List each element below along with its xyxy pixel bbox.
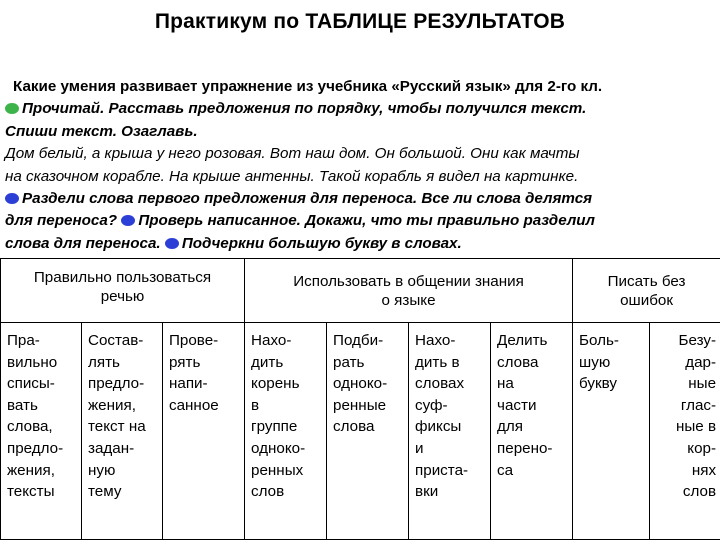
cell-line: дить xyxy=(251,353,284,371)
cell-line: фиксы xyxy=(415,418,462,436)
cell-line: приста- xyxy=(415,461,469,479)
cell-line: для xyxy=(497,418,523,436)
blue-bullet-icon xyxy=(5,193,19,204)
header-row xyxy=(1,259,720,323)
header-write-correctly: Писать без ошибок xyxy=(573,259,720,323)
header-language-knowledge: Использовать в общении знания о языке xyxy=(245,259,573,323)
cell-line: Нахо- xyxy=(415,332,456,349)
cell-line: ные xyxy=(688,375,717,393)
cell-line: Боль- xyxy=(579,332,619,349)
table-cell xyxy=(1,323,82,540)
cell-line: слов xyxy=(682,483,717,501)
question-line: Какие умения развивает упражнение из учебника «Русский язык» для 2-го кл. xyxy=(13,78,603,95)
task-2-line-3: слова для переноса. Подчеркни большую букву в словах. xyxy=(5,234,462,252)
cell-line: рать xyxy=(333,353,365,371)
cell-line: в xyxy=(251,396,260,414)
cell-line: Состав- xyxy=(88,332,144,349)
cell-line: текст на xyxy=(88,418,146,436)
table-cell xyxy=(327,323,409,540)
cell-line: списы- xyxy=(7,375,55,393)
cell-line: и xyxy=(415,439,424,457)
cell-line: задан- xyxy=(88,439,135,457)
table-cell xyxy=(245,323,327,540)
cell-line: тему xyxy=(88,483,122,501)
cell-line: одноко- xyxy=(251,439,306,457)
cell-line: вать xyxy=(7,396,38,414)
cell-line: жения, xyxy=(7,461,55,479)
skills-row xyxy=(1,323,720,540)
cell-line: рять xyxy=(169,353,201,371)
text-line-1: Дом белый, а крыша у него розовая. Вот наш дом. Он большой. Они как мачты xyxy=(5,145,580,163)
cell-line: предло- xyxy=(88,375,145,393)
cell-line: букву xyxy=(579,375,617,393)
cell-line: вильно xyxy=(7,353,58,371)
cell-line: ренные xyxy=(333,396,387,414)
cell-line: слова, xyxy=(7,418,53,436)
exercise-text xyxy=(5,76,717,255)
cell-line: нях xyxy=(691,461,717,479)
cell-line: Пра- xyxy=(7,332,40,349)
cell-line: Делить xyxy=(497,332,548,349)
cell-line: словах xyxy=(415,375,465,393)
task-1-line-1: Прочитай. Расставь предложения по порядку, чтобы получился текст. xyxy=(5,98,717,120)
page-title: Практикум по ТАБЛИЦЕ РЕЗУЛЬТАТОВ xyxy=(154,10,566,33)
table-cell xyxy=(491,323,573,540)
task-2-line-2: для переноса? Проверь написанное. Докажи, что ты правильно разделил xyxy=(5,212,595,230)
cell-line: части xyxy=(497,396,537,414)
table-cell xyxy=(650,323,720,540)
cell-line: напи- xyxy=(169,375,208,393)
cell-line: ренных xyxy=(251,461,304,479)
cell-line: тексты xyxy=(7,483,55,501)
table-cell xyxy=(82,323,163,540)
cell-line: Прове- xyxy=(169,332,219,349)
cell-line: санное xyxy=(169,396,219,414)
cell-line: глас- xyxy=(680,396,717,414)
cell-line: слов xyxy=(251,483,285,501)
blue-bullet-icon xyxy=(121,215,135,226)
text-line-2: на сказочном корабле. На крыше антенны. Такой корабль я видел на картинке. xyxy=(5,167,579,185)
cell-line: жения, xyxy=(88,396,136,414)
cell-line: Безу- xyxy=(678,332,717,349)
cell-line: группе xyxy=(251,418,298,436)
cell-line: лять xyxy=(88,353,120,371)
cell-line: кор- xyxy=(687,439,717,457)
cell-line: на xyxy=(497,375,514,393)
cell-line: предло- xyxy=(7,439,64,457)
cell-line: корень xyxy=(251,375,300,393)
task-1-line-2: Спиши текст. Озаглавь. xyxy=(5,122,198,140)
table-cell xyxy=(163,323,245,540)
cell-line: вки xyxy=(415,483,439,501)
cell-line: ную xyxy=(88,461,116,479)
cell-line: Подби- xyxy=(333,332,384,349)
table-cell xyxy=(573,323,650,540)
cell-line: ные в xyxy=(676,418,717,436)
cell-line: дить в xyxy=(415,353,460,371)
cell-line: перено- xyxy=(497,439,553,457)
cell-line: слова xyxy=(333,418,375,436)
blue-bullet-icon xyxy=(165,238,179,249)
cell-line: слова xyxy=(497,353,539,371)
task-2-line-1: Раздели слова первого предложения для переноса. Все ли слова делятся xyxy=(5,188,717,210)
cell-line: Нахо- xyxy=(251,332,292,349)
cell-line: са xyxy=(497,461,514,479)
cell-line: шую xyxy=(579,353,611,371)
cell-line: дар- xyxy=(685,353,717,371)
green-bullet-icon xyxy=(5,103,19,114)
cell-line: суф- xyxy=(415,396,448,414)
table-cell xyxy=(409,323,491,540)
header-speech: Правильно пользоваться речью xyxy=(1,259,245,323)
cell-line: одноко- xyxy=(333,375,388,393)
results-table xyxy=(0,258,720,540)
